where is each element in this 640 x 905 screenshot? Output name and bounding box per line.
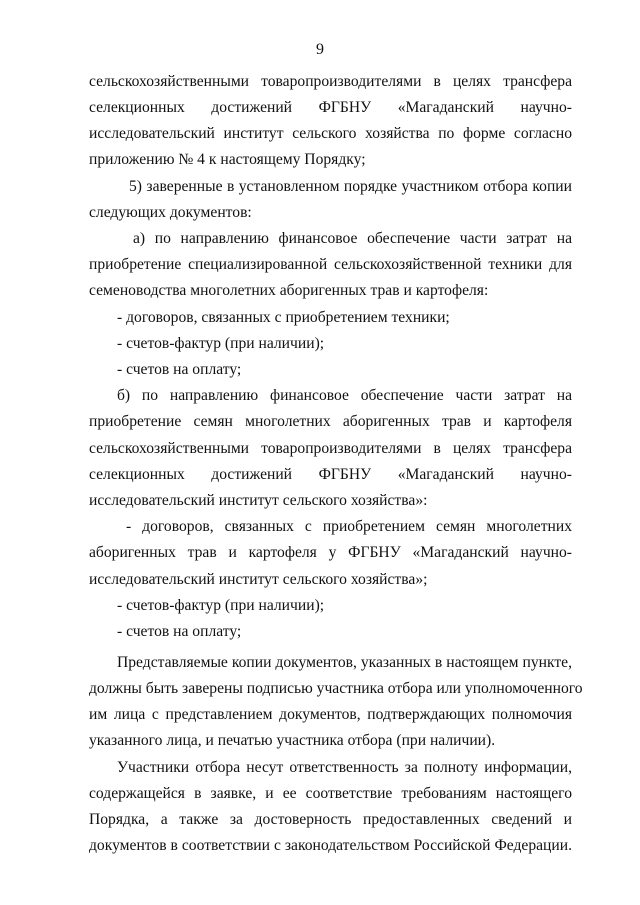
text-line: исследовательский институт сельского хозяйства по форме согласно [89,125,572,142]
text-line: - счетов на оплату; [117,361,242,378]
text-line: должны быть заверены подписью участника отбора или уполномоченного [89,680,583,697]
text-line: - договоров, связанных с приобретением семян многолетних [126,518,572,535]
text-line: Участники отбора несут ответственность за полноту информации, [117,759,572,776]
text-line: - счетов на оплату; [117,623,242,640]
text-line: следующих документов: [89,204,252,221]
text-line: семеноводства многолетних аборигенных трав и картофеля: [89,282,489,299]
text-line: исследовательский институт сельского хозяйства»; [89,571,428,588]
text-line: документов в соответствии с законодательством Российской Федерации. [89,837,572,854]
text-line: Представляемые копии документов, указанных в настоящем пункте, [117,654,572,671]
text-line: аборигенных трав и картофеля у ФГБНУ «Магаданский научно- [89,544,572,561]
text-line: содержащейся в заявке, и ее соответствие требованиям настоящего [89,785,572,802]
text-line: сельскохозяйственными товаропроизводителями в целях трансфера [89,73,572,90]
text-line: приобретение семян многолетних аборигенных трав и картофеля [89,413,572,430]
text-line: исследовательский институт сельского хозяйства»: [89,492,428,509]
text-line: - договоров, связанных с приобретением техники; [117,309,450,326]
page-number: 9 [316,41,324,58]
text-line: приложению № 4 к настоящему Порядку; [89,151,366,168]
text-line: 5) заверенные в установленном порядке участником отбора копии [129,178,572,195]
text-line: сельскохозяйственными товаропроизводителями в целях трансфера [89,440,572,457]
text-line: а) по направлению финансовое обеспечение части затрат на [133,230,572,247]
text-line: Порядка, а также за достоверность предоставленных сведений и [89,811,572,828]
text-line: - счетов-фактур (при наличии); [117,597,325,614]
text-line: указанного лица, и печатью участника отбора (при наличии). [89,732,496,749]
text-line: - счетов-фактур (при наличии); [117,335,325,352]
text-line: им лица с представлением документов, подтверждающих полномочия [89,706,572,723]
text-line: селекционных достижений ФГБНУ «Магаданский научно- [89,99,572,116]
text-line: селекционных достижений ФГБНУ «Магаданский научно- [89,466,572,483]
text-line: приобретение специализированной сельскохозяйственной техники для [89,256,572,273]
text-line: б) по направлению финансовое обеспечение части затрат на [117,387,572,404]
